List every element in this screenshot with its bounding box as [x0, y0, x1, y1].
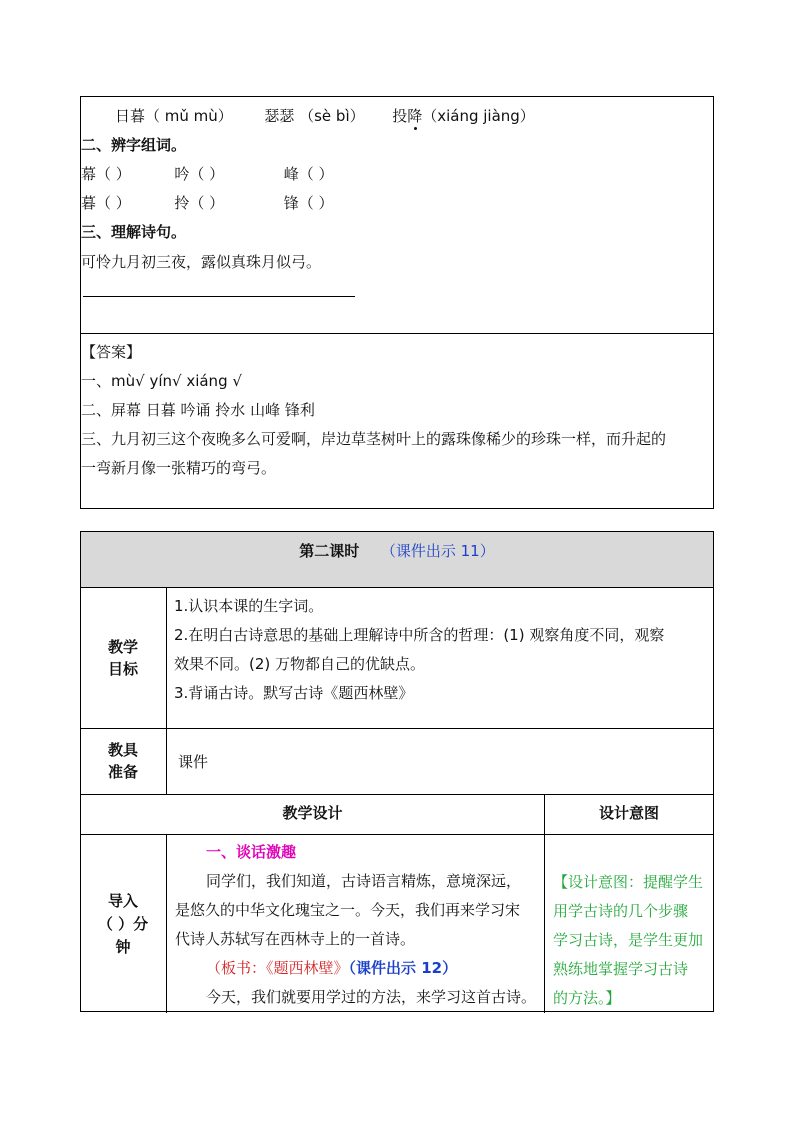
- intent-line-5: 的方法。】: [553, 989, 621, 1007]
- lesson-header-title: 第二课时: [299, 542, 360, 560]
- lesson-table: [80, 531, 714, 1012]
- answer-title: 【答案】: [81, 343, 142, 361]
- intro-content: [175, 838, 543, 1012]
- goal-2b: 效果不同。(2) 万物都自己的优缺点。: [174, 655, 426, 673]
- row-divider-tools: [81, 794, 713, 795]
- row-divider-design-header: [81, 834, 713, 835]
- section2-title: 二、辨字组词。: [81, 136, 187, 154]
- intro-paragraph-2: 今天，我们就要用学过的方法，来学习这首古诗。: [206, 988, 537, 1006]
- tools-label-line2: 准备: [107, 763, 138, 781]
- design-header: 教学设计: [282, 804, 343, 822]
- col-divider-intent: [544, 794, 545, 1013]
- intro-paragraph-1c: 代诗人苏轼写在西林寺上的一首诗。: [175, 930, 416, 948]
- answer-line-4: 一弯新月像一张精巧的弯弓。: [81, 459, 277, 477]
- pinyin-item-xiangjiang: （xiáng jiàng）: [422, 107, 535, 125]
- answer-line-1: 一、mù√ yín√ xiáng √: [81, 372, 242, 390]
- row-divider-goals: [81, 728, 713, 729]
- intro-label-line3: 钟: [115, 938, 131, 956]
- goal-1: 1.认识本课的生字词。: [174, 597, 324, 615]
- intro-paragraph-1b: 是悠久的中华文化瑰宝之一。今天，我们再来学习宋: [175, 901, 521, 919]
- answer-line-2: 二、屏幕 日暮 吟诵 拎水 山峰 锋利: [81, 401, 315, 419]
- intent-header: 设计意图: [598, 804, 659, 822]
- exercise-box: [80, 96, 714, 509]
- intro-label-line2: （ ）分: [97, 915, 149, 933]
- pinyin-item-jiang-dotted: 降: [407, 107, 423, 125]
- goals-label: [81, 636, 165, 680]
- intro-label-line1: 导入: [107, 892, 138, 910]
- board-note: （板书：《题西林壁》: [206, 959, 349, 977]
- tools-value: 课件: [178, 753, 209, 771]
- pinyin-item-sese: 瑟瑟 （sè bì）: [264, 107, 365, 125]
- board-note-line: [175, 954, 543, 983]
- design-intent: [553, 868, 713, 1013]
- intent-line-1: 【设计意图：提醒学生: [553, 873, 704, 891]
- word-row-2: [81, 193, 333, 213]
- intent-line-2: 用学古诗的几个步骤: [553, 902, 689, 920]
- tools-label: [81, 739, 165, 783]
- lesson-header: [81, 532, 713, 588]
- goals-label-line2: 目标: [107, 660, 138, 678]
- word-blank-mu: 幕（ ）: [81, 165, 131, 183]
- intro-paragraph-1a: 同学们，我们知道，古诗语言精炼，意境深远，: [206, 872, 522, 890]
- goals-content: [174, 592, 664, 708]
- pinyin-item-rimu: 日暮（ mǔ mù）: [115, 107, 233, 125]
- intro-title: 一、谈话激趣: [206, 843, 297, 861]
- lesson-header-note: （课件出示 11）: [380, 542, 495, 560]
- pinyin-line: [115, 106, 535, 126]
- intro-label: [81, 890, 165, 959]
- word-blank-feng: 峰（ ）: [283, 165, 334, 183]
- answer-underline: [83, 296, 355, 297]
- word-blank-feng2: 锋（ ）: [283, 194, 334, 212]
- section3-title: 三、理解诗句。: [81, 223, 187, 241]
- pinyin-item-tou: 投: [392, 107, 408, 125]
- answer-line-3: 三、九月初三这个夜晚多么可爱啊，岸边草茎树叶上的露珠像稀少的珍珠一样，而升起的: [81, 430, 667, 448]
- intent-line-4: 熟练地掌握学习古诗: [553, 960, 689, 978]
- answer-divider: [81, 333, 713, 334]
- word-blank-yin: 吟（ ）: [174, 165, 225, 183]
- goal-3: 3.背诵古诗。默写古诗《题西林壁》: [174, 684, 414, 702]
- word-blank-lin: 拎（ ）: [174, 194, 225, 212]
- intent-line-3: 学习古诗，是学生更加: [553, 931, 704, 949]
- word-blank-mu2: 暮（ ）: [81, 194, 131, 212]
- word-row-1: [81, 164, 333, 184]
- goals-label-line1: 教学: [107, 638, 138, 656]
- board-courseware: （课件出示 12）: [348, 959, 458, 977]
- col-divider-label: [166, 587, 167, 794]
- goal-2a: 2.在明白古诗意思的基础上理解诗中所含的哲理：(1) 观察角度不同，观察: [174, 626, 665, 644]
- col-divider-label-2: [166, 834, 167, 1013]
- tools-label-line1: 教具: [107, 741, 138, 759]
- poem-line: 可怜九月初三夜，露似真珠月似弓。: [81, 253, 322, 271]
